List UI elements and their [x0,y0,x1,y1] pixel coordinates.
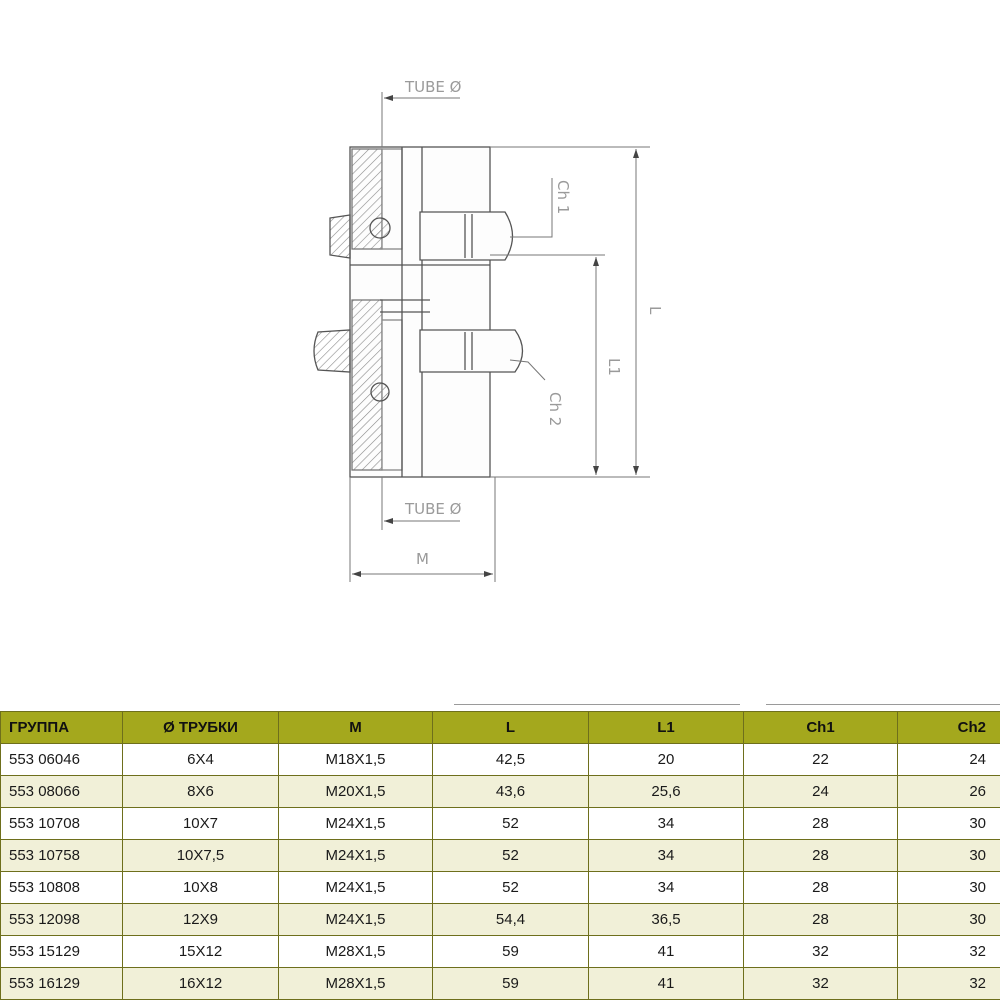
ch2-label: Ch 2 [546,392,564,427]
cell-m: M28X1,5 [279,968,433,1000]
table-row [1,840,1000,872]
tube-diameter-label-top: TUBE Ø [405,78,462,96]
table-header-row [1,712,1000,744]
column-header-l: L [433,712,589,744]
divider-line [454,704,740,705]
cell-tube: 10X8 [123,872,279,904]
cell-m: M18X1,5 [279,744,433,776]
cell-group: 553 15129 [1,936,123,968]
column-header-l1: L1 [589,712,744,744]
divider-line [766,704,1000,705]
cell-group: 553 12098 [1,904,123,936]
cell-l: 52 [433,808,589,840]
cell-l1: 34 [589,872,744,904]
cell-group: 553 10708 [1,808,123,840]
hex-nut-2 [314,330,350,372]
cell-l: 54,4 [433,904,589,936]
cell-ch1: 28 [744,840,898,872]
cell-m: M20X1,5 [279,776,433,808]
cell-m: M28X1,5 [279,936,433,968]
cell-ch2: 26 [898,776,1000,808]
column-header-group: ГРУППА [1,712,123,744]
cell-l1: 34 [589,808,744,840]
cell-l: 59 [433,936,589,968]
cell-ch1: 28 [744,808,898,840]
table-row [1,904,1000,936]
tube-diameter-label-bottom: TUBE Ø [405,500,462,518]
o-ring-top [370,218,390,238]
l1-dimension-label: L1 [605,358,623,376]
cell-ch1: 22 [744,744,898,776]
cell-tube: 12X9 [123,904,279,936]
table-row [1,968,1000,1000]
specification-table [0,711,1000,1000]
cell-l1: 34 [589,840,744,872]
cell-l1: 36,5 [589,904,744,936]
cell-tube: 6X4 [123,744,279,776]
cell-group: 553 08066 [1,776,123,808]
cell-group: 553 10808 [1,872,123,904]
cell-tube: 10X7 [123,808,279,840]
cell-ch2: 30 [898,840,1000,872]
cell-ch2: 24 [898,744,1000,776]
column-header-m: M [279,712,433,744]
cell-ch1: 32 [744,968,898,1000]
cell-ch2: 32 [898,968,1000,1000]
table-row [1,872,1000,904]
cell-l1: 20 [589,744,744,776]
cell-ch1: 28 [744,872,898,904]
cell-ch2: 30 [898,808,1000,840]
column-header-tube: Ø ТРУБКИ [123,712,279,744]
cell-l: 59 [433,968,589,1000]
column-header-ch2: Ch2 [898,712,1000,744]
cell-ch1: 28 [744,904,898,936]
table-row [1,776,1000,808]
cell-m: M24X1,5 [279,840,433,872]
cell-tube: 16X12 [123,968,279,1000]
ch1-label: Ch 1 [554,180,572,215]
cell-ch2: 30 [898,872,1000,904]
cell-ch1: 32 [744,936,898,968]
m-dimension-label: M [416,550,429,568]
cell-l: 42,5 [433,744,589,776]
o-ring-bottom [371,383,389,401]
cell-tube: 10X7,5 [123,840,279,872]
table-row [1,936,1000,968]
column-header-ch1: Ch1 [744,712,898,744]
cell-ch1: 24 [744,776,898,808]
cell-l1: 41 [589,936,744,968]
cell-l: 52 [433,840,589,872]
cell-tube: 8X6 [123,776,279,808]
cell-l1: 41 [589,968,744,1000]
cell-m: M24X1,5 [279,904,433,936]
cell-group: 553 10758 [1,840,123,872]
cell-m: M24X1,5 [279,808,433,840]
cell-tube: 15X12 [123,936,279,968]
cell-group: 553 06046 [1,744,123,776]
table-row [1,808,1000,840]
cell-l: 43,6 [433,776,589,808]
cell-m: M24X1,5 [279,872,433,904]
cell-l1: 25,6 [589,776,744,808]
cell-ch2: 30 [898,904,1000,936]
cell-l: 52 [433,872,589,904]
l-dimension-label: L [646,306,664,315]
cell-ch2: 32 [898,936,1000,968]
cell-group: 553 16129 [1,968,123,1000]
hex-nut-1 [330,215,350,258]
table-row [1,744,1000,776]
